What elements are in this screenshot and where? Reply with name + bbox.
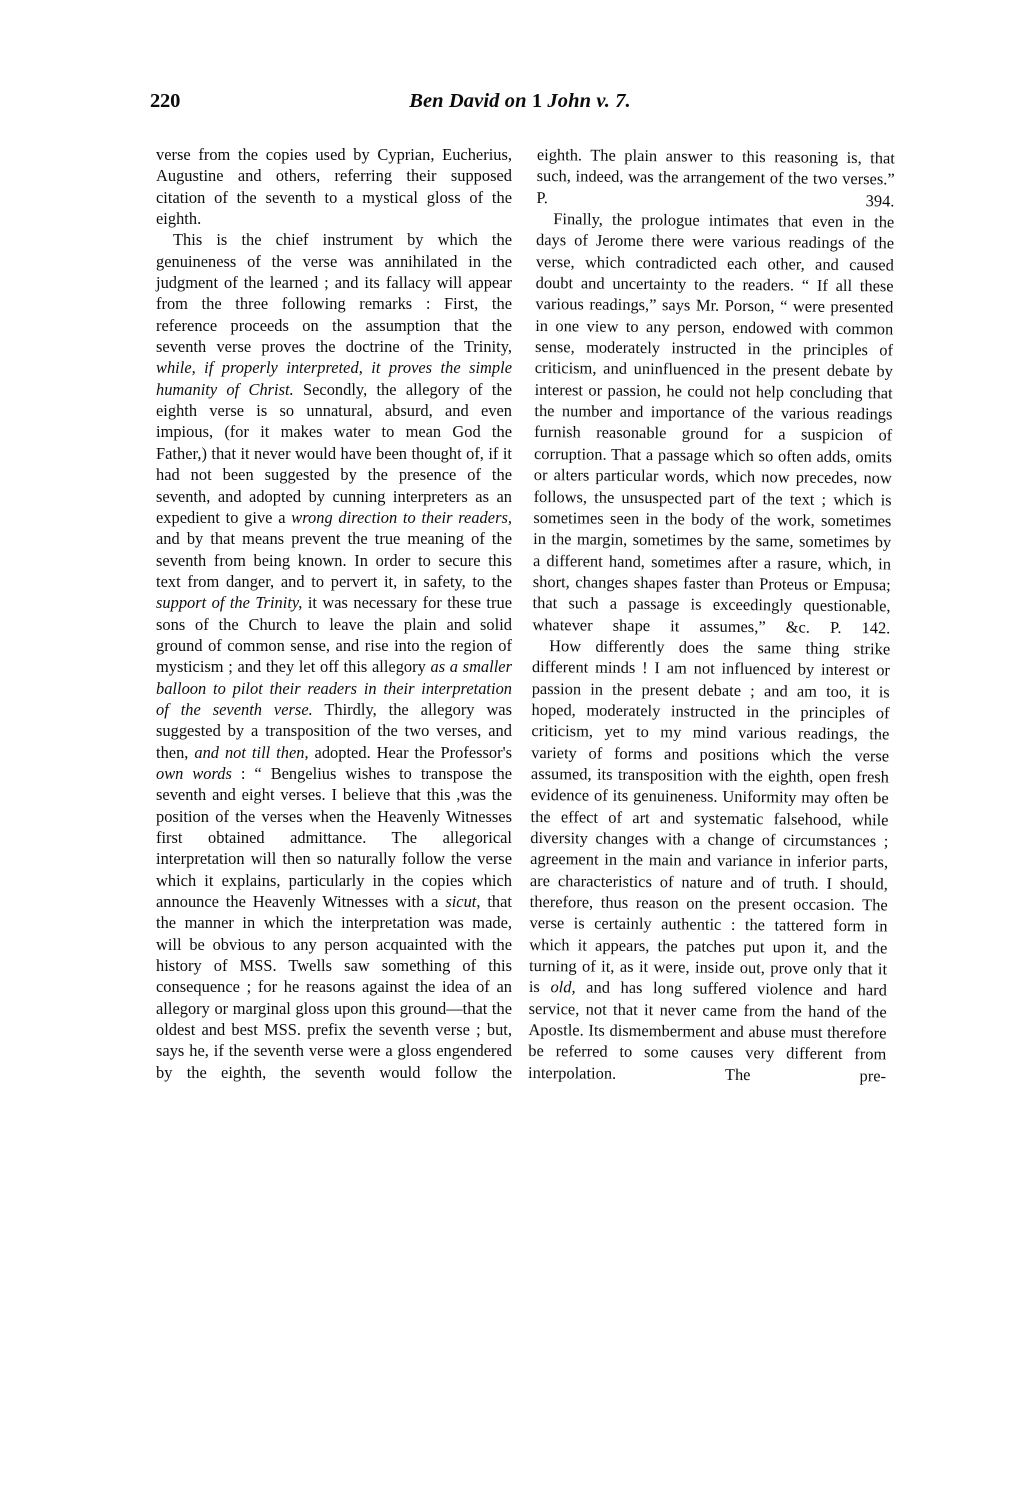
running-head-title-part-a: Ben David on — [409, 90, 532, 112]
italic-run: own words — [156, 763, 232, 783]
text-run: adopted. Hear the Professor's — [308, 742, 512, 762]
italic-run: while, if properly interpreted, it proves the simple humanity of Christ. — [156, 358, 512, 399]
paragraph — [532, 208, 894, 638]
text-run: eighth. The plain answer to this reasoning is, that such, indeed, was the arrangement of the two verses.” P. 394. — [536, 144, 895, 211]
text-run: , that the manner in which the interpretation was made, will be obvious to any person acquainted with the history of MSS. Twells saw something of this consequence ; for he reasons against the idea of an allegory or marginal gloss upon this ground—that the oldest and best MSS. prefix the seventh verse ; but, says he, if the seventh verse were a gloss engendered by the eighth, the seventh would follow the — [156, 892, 512, 1082]
page-folio-number: 220 — [150, 90, 181, 112]
running-head-title-numeral: 1 — [531, 90, 548, 112]
text-run: Finally, the prologue intimates that even in the days of Jerome there were various readings of the verse, which contradicted each other, and caused doubt and uncertainty to the readers. “ If all these various readings,” says Mr. Porson, “ were presented in one view to any person, endowed with common sense, moderately instructed in the principles of criticism, and uninfluenced in the present debate by interest or passion, he could not help concluding that the number and importance of the various readings furnish reasonable ground for a suspicion of corruption. That a passage which so often adds, omits or alters particular words, which now precedes, now follows, the unsuspected part of the text ; which is sometimes seen in the body of the work, sometimes in the margin, sometimes by the same, sometimes by a different hand, sometimes after a rasure, which, in short, changes shapes faster than Proteus or Empusa; that such a passage is exceedingly questionable, whatever shape it assumes,” &c. P. 142. — [532, 209, 895, 637]
running-head-title — [150, 90, 890, 113]
italic-run: as a smaller balloon to pilot their readers in their interpretation of the seventh verse. — [156, 657, 512, 719]
paragraph — [156, 144, 512, 229]
italic-run: old, — [550, 977, 576, 997]
italic-run: wrong direction to their readers, — [291, 507, 512, 527]
left-text-column — [156, 144, 512, 1083]
paragraph — [156, 229, 512, 1083]
paragraph — [528, 635, 890, 1087]
text-run: Secondly, the allegory of the eighth verse is so unnatural, absurd, and even impious, (for it makes water to mean God the Father,) that it never would have been thought of, if it had not been suggested by the presence of the seventh, and adopted by cunning interpreters as an expedient to give a — [156, 379, 512, 527]
right-text-column — [528, 144, 895, 1087]
italic-run: and not till then, — [194, 742, 309, 762]
running-head — [150, 90, 890, 120]
text-run: How differently does the same thing strike different minds ! I am not influenced by interest or passion in the present debate ; and am too, it is hoped, moderately instructed in the principles of criticism, yet to my mind various readings, the variety of forms and positions which the verse assumed, its transposition with the eighth, open fresh evidence of its genuineness. Uniformity may often be the effect of art and systematic falsehood, while diversity changes with a change of circumstances ; agreement in the main and variance in inferior parts, are characteristics of nature and of truth. I should, therefore, thus reason on the present occasion. The verse is certainly authentic : the tattered form in which it appears, the patches put upon it, and the turning of it, as it were, inside out, prove only that it is — [528, 636, 891, 997]
italic-run: support of the Trinity, — [156, 593, 303, 613]
text-run: it was necessary for these true sons of the Church to leave the plain and solid ground of common sense, and rise into the region of mysticism ; and they let off this allegory — [156, 593, 512, 677]
text-run: : “ Bengelius wishes to transpose the seventh and eight verses. I believe that this ,was the position of the verses when the Heavenly Witnesses first obtained admittance. The allegorical interpretation will then so naturally follow the verse which it explains, particularly in the copies which announce the Heavenly Witnesses with a — [156, 763, 512, 912]
text-run: Thirdly, the allegory was suggested by a transposition of the two verses, and then, — [156, 699, 512, 762]
text-run: and has long suffered violence and hard service, not that it never came from the hand of the Apostle. Its dismemberment and abuse must therefore be referred to some causes very different from interpolation. The pre- — [527, 977, 887, 1086]
running-head-title-part-b: John v. 7. — [547, 90, 631, 112]
paragraph — [536, 144, 895, 211]
italic-run: sicut — [445, 892, 477, 912]
text-run: verse from the copies used by Cyprian, Eucherius, Augustine and others, referring their supposed citation of the seventh to a mystical gloss of the eighth. — [156, 145, 512, 229]
text-run: This is the chief instrument by which the genuineness of the verse was annihilated in the judgment of the learned ; and its fallacy will appear from the three following remarks : First, the reference proceeds on the assumption that the seventh verse proves the doctrine of the Trinity, — [156, 230, 512, 357]
text-run: and by that means prevent the true meaning of the seventh from being known. In order to secure this text from danger, and to pervert it, in safety, to the — [156, 529, 512, 591]
